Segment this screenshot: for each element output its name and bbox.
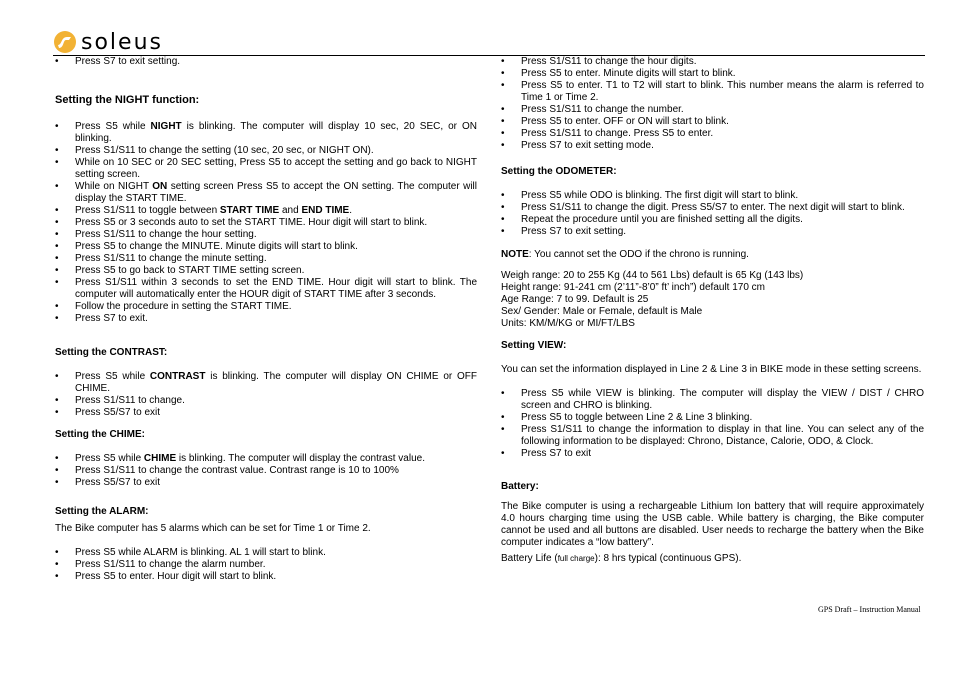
list-item: • Press S1/S11 within 3 seconds to set the END TIME. Hour digit will start to blink. The computer will automatically enter the HOUR digit of START TIME after 3 seconds.	[55, 277, 477, 301]
profile-ranges	[501, 270, 924, 330]
page-footer: GPS Draft – Instruction Manual	[818, 605, 921, 614]
list-item: • Press S1/S11 to change the hour digits.	[501, 56, 924, 68]
list-item: • Press S1/S11 to change the hour setting.	[55, 229, 477, 241]
list-item: • Press S5 to enter. Minute digits will start to blink.	[501, 68, 924, 80]
list-item: • Press S5 while CHIME is blinking. The computer will display the contrast value.	[55, 453, 477, 465]
section-heading-view: Setting VIEW:	[501, 340, 567, 351]
right-column	[501, 56, 924, 565]
list-item: • Press S5 to enter. T1 to T2 will start to blink. This number means the alarm is referred to Time 1 or Time 2.	[501, 80, 924, 104]
alarm-intro: The Bike computer has 5 alarms which can be set for Time 1 or Time 2.	[55, 523, 371, 534]
view-list	[501, 388, 924, 460]
list-item: • Press S7 to exit setting.	[55, 56, 477, 68]
list-item: • Repeat the procedure until you are finished setting all the digits.	[501, 214, 924, 226]
list-item: • Press S5 to change the MINUTE. Minute digits will start to blink.	[55, 241, 477, 253]
list-item: • Press S5 while ALARM is blinking. AL 1 will start to blink.	[55, 547, 477, 559]
brand-name: soleus	[81, 30, 163, 55]
list-item: • Press S5/S7 to exit	[55, 407, 477, 419]
list-item: • Press S5 or 3 seconds auto to set the START TIME. Hour digit will start to blink.	[55, 217, 477, 229]
list-item: • Press S1/S11 to change the information to display in that line. You can select any of the following information to be displayed: Chrono, Distance, Calorie, ODO, & Clock.	[501, 424, 924, 448]
section-heading-chime: Setting the CHIME:	[55, 429, 145, 440]
section-heading-alarm: Setting the ALARM:	[55, 506, 149, 517]
section-heading-night: Setting the NIGHT function:	[55, 94, 200, 106]
list-item: • Press S1/S11 to change the setting (10 sec, 20 sec, or NIGHT ON).	[55, 145, 477, 157]
list-item: • Press S1/S11 to change the contrast value. Contrast range is 10 to 100%	[55, 465, 477, 477]
chime-list	[55, 453, 477, 489]
list-item: • Press S5 while CONTRAST is blinking. The computer will display ON CHIME or OFF CHIME.	[55, 371, 477, 395]
range-line: Units: KM/M/KG or MI/FT/LBS	[501, 318, 635, 329]
range-line: Age Range: 7 to 99. Default is 25	[501, 294, 649, 305]
alarm-continued-list	[501, 56, 924, 152]
view-intro: You can set the information displayed in Line 2 & Line 3 in BIKE mode in these setting screens.	[501, 364, 922, 375]
list-item: • Press S1/S11 to change. Press S5 to enter.	[501, 128, 924, 140]
section-heading-odometer: Setting the ODOMETER:	[501, 166, 617, 177]
odometer-note: NOTE: You cannot set the ODO if the chrono is running.	[501, 249, 749, 260]
alarm-list	[55, 547, 477, 583]
list-item: • Press S5 to enter. OFF or ON will start to blink.	[501, 116, 924, 128]
list-item: • Press S5 to toggle between Line 2 & Line 3 blinking.	[501, 412, 924, 424]
section-heading-battery: Battery:	[501, 481, 539, 492]
list-item: • Press S1/S11 to change the number.	[501, 104, 924, 116]
list-item: • Press S7 to exit	[501, 448, 924, 460]
list-item: • Press S7 to exit.	[55, 313, 477, 325]
list-item: • Press S7 to exit setting mode.	[501, 140, 924, 152]
list-item: • Press S1/S11 to change the minute setting.	[55, 253, 477, 265]
exit-list	[55, 56, 477, 68]
list-item: • Press S5 while NIGHT is blinking. The computer will display 10 sec, 20 SEC, or ON blinking.	[55, 121, 477, 145]
page-header	[53, 30, 925, 56]
list-item: • Press S1/S11 to change the digit. Press S5/S7 to enter. The next digit will start to blink.	[501, 202, 924, 214]
range-line: Sex/ Gender: Male or Female, default is Male	[501, 306, 703, 317]
list-item: • Follow the procedure in setting the START TIME.	[55, 301, 477, 313]
left-column	[55, 56, 477, 583]
list-item: • Press S1/S11 to change the alarm number.	[55, 559, 477, 571]
battery-life: Battery Life (full charge): 8 hrs typical (continuous GPS).	[501, 553, 742, 564]
contrast-list	[55, 371, 477, 419]
list-item: • Press S5/S7 to exit	[55, 477, 477, 489]
list-item: • Press S5 to go back to START TIME setting screen.	[55, 265, 477, 277]
list-item: • While on NIGHT ON setting screen Press S5 to accept the ON setting. The computer will display the START TIME.	[55, 181, 477, 205]
range-line: Weigh range: 20 to 255 Kg (44 to 561 Lbs) default is 65 Kg (143 lbs)	[501, 270, 804, 281]
section-heading-contrast: Setting the CONTRAST:	[55, 347, 168, 358]
night-list	[55, 121, 477, 325]
list-item: • Press S7 to exit setting.	[501, 226, 924, 238]
list-item: • Press S5 while ODO is blinking. The first digit will start to blink.	[501, 190, 924, 202]
list-item: • While on 10 SEC or 20 SEC setting, Press S5 to accept the setting and go back to NIGHT setting screen.	[55, 157, 477, 181]
list-item: • Press S1/S11 to change.	[55, 395, 477, 407]
odometer-list	[501, 190, 924, 238]
soleus-swoosh-logo-icon	[53, 30, 77, 54]
list-item: • Press S5 to enter. Hour digit will start to blink.	[55, 571, 477, 583]
list-item: • Press S5 while VIEW is blinking. The computer will display the VIEW / DIST / CHRO screen and CHRO is blinking.	[501, 388, 924, 412]
range-line: Height range: 91-241 cm (2’11”-8’0” ft’ inch”) default 170 cm	[501, 282, 766, 293]
battery-text: The Bike computer is using a rechargeable Lithium Ion battery that will require approximately 4.0 hours charging time using the USB cable. While battery is charging, the Bike computer cannot be used and all buttons are disabled. User needs to recharge the battery when the Bike computer indicates a “low battery”.	[501, 501, 924, 548]
list-item: • Press S1/S11 to toggle between START TIME and END TIME.	[55, 205, 477, 217]
